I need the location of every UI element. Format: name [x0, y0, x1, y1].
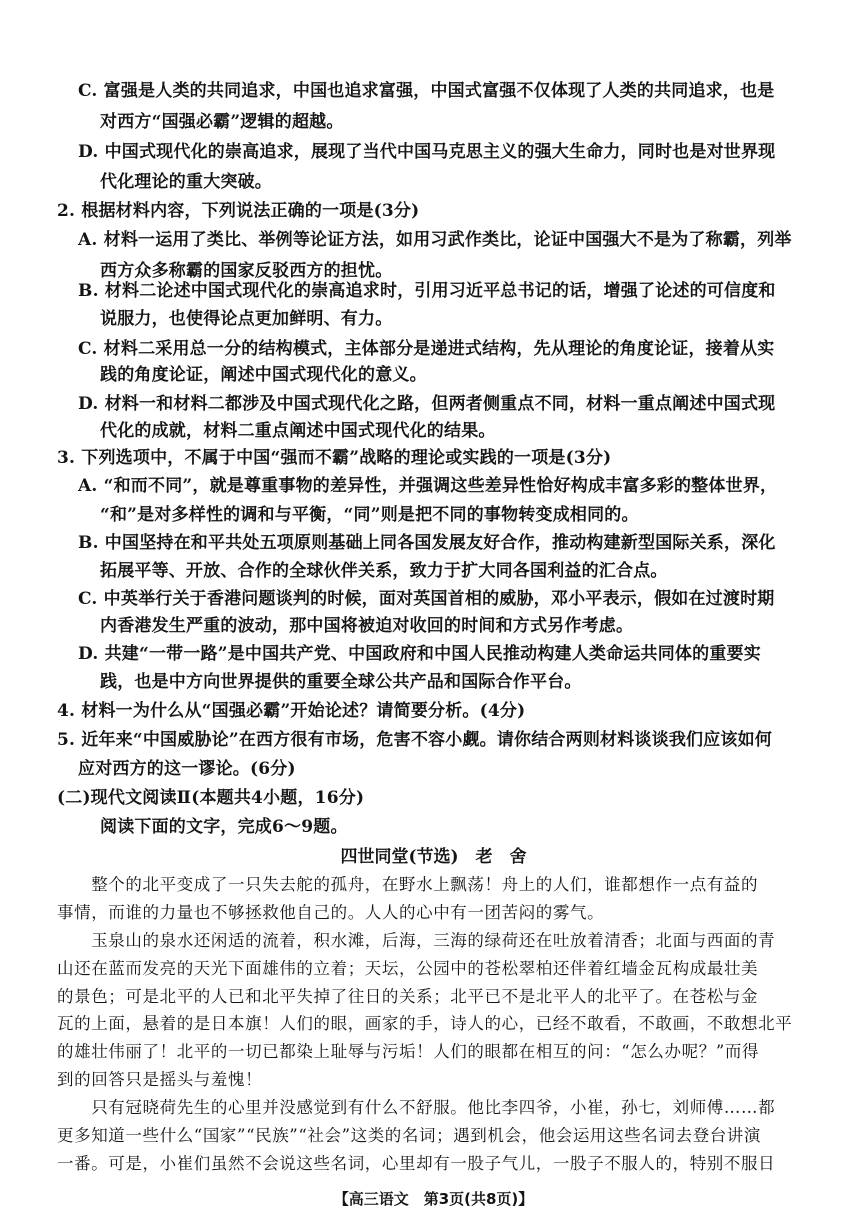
story-p2-line6: 到的回答只是摇头与羞愧！ [57, 1070, 263, 1089]
q1-option-d-line2: 代化理论的重大突破。 [100, 172, 272, 192]
story-p1-line2: 事情，而谁的力量也不够拯救他自己的。人人的心中有一团苦闷的雾气。 [57, 903, 605, 922]
q5-line1: 5. 近年来“中国威胁论”在西方很有市场，危害不容小觑。请你结合两则材料谈谈我们应该如何 [57, 730, 773, 750]
q1-option-c-line1: C. 富强是人类的共同追求，中国也追求富强，中国式富强不仅体现了人类的共同追求，也是 [78, 81, 775, 101]
q3-option-d-line1: D. 共建“一带一路”是中国共产党、中国政府和中国人民推动构建人类命运共同体的重要实 [78, 644, 761, 664]
q3-stem: 3. 下列选项中，不属于中国“强而不霸”战略的理论或实践的一项是(3分) [57, 448, 612, 468]
story-p3-line1: 只有冠晓荷先生的心里并没感觉到有什么不舒服。他比李四爷，小崔，孙七，刘师傅……都 [57, 1098, 776, 1117]
q2-option-d-line1: D. 材料一和材料二都涉及中国式现代化之路，但两者侧重点不同，材料一重点阐述中国式现 [78, 394, 776, 414]
q1-option-d-line1: D. 中国式现代化的崇高追求，展现了当代中国马克思主义的强大生命力，同时也是对世界现 [78, 142, 776, 162]
q2-option-c-line2: 践的角度论证，阐述中国式现代化的意义。 [100, 365, 427, 385]
q3-option-a-line2: “和”是对多样性的调和与平衡，“同”则是把不同的事物转变成相同的。 [100, 505, 639, 525]
q2-option-b-line1: B. 材料二论述中国式现代化的崇高追求时，引用习近平总书记的话，增强了论述的可信度和 [78, 281, 776, 301]
story-p2-line4: 瓦的上面，悬着的是日本旗！人们的眼，画家的手，诗人的心，已经不敢看，不敢画，不敢想北平 [57, 1014, 793, 1033]
story-p2-line3: 的景色；可是北平的人已和北平失掉了往日的关系；北平已不是北平人的北平了。在苍松与金 [57, 987, 759, 1006]
q1-option-c-line2: 对西方“国强必霸”逻辑的超越。 [100, 112, 344, 132]
q2-option-b-line2: 说服力，也使得论点更加鲜明、有力。 [100, 309, 393, 329]
q3-option-d-line2: 践，也是中方向世界提供的重要全球公共产品和国际合作平台。 [100, 672, 582, 692]
q3-option-a-line1: A. “和而不同”，就是尊重事物的差异性，并强调这些差异性恰好构成丰富多彩的整体世界， [78, 476, 778, 496]
section-heading: (二)现代文阅读Ⅱ(本题共4小题，16分) [57, 788, 365, 808]
q2-option-d-line2: 代化的成就，材料二重点阐述中国式现代化的结果。 [100, 421, 496, 441]
q2-option-a-line2: 西方众多称霸的国家反驳西方的担忧。 [100, 261, 393, 281]
story-p2-line5: 的雄壮伟丽了！北平的一切已都染上耻辱与污垢！人们的眼都在相互的问：“怎么办呢？”而得 [57, 1042, 760, 1061]
page-footer: 【高三语文 第3页(共8页)】 [333, 1190, 534, 1208]
story-p3-line3: 一番。可是，小崔们虽然不会说这些名词，心里却有一股子气儿，一股子不服人的，特别不服日 [57, 1154, 776, 1173]
q2-option-a-line1: A. 材料一运用了类比、举例等论证方法，如用习武作类比，论证中国强大不是为了称霸，列举 [78, 230, 792, 250]
story-p1-line1: 整个的北平变成了一只失去舵的孤舟，在野水上飘荡！舟上的人们，谁都想作一点有益的 [57, 875, 759, 894]
story-p2-line1: 玉泉山的泉水还闲适的流着，积水滩，后海，三海的绿荷还在吐放着清香；北面与西面的青 [57, 931, 776, 950]
q3-option-c-line2: 内香港发生严重的波动，那中国将被迫对收回的时间和方式另作考虑。 [100, 616, 634, 636]
story-p3-line2: 更多知道一些什么“国家”“民族”“社会”这类的名词；遇到机会，他会运用这些名词去登台讲演 [57, 1126, 762, 1145]
q2-option-c-line1: C. 材料二采用总一分的结构模式，主体部分是递进式结构，先从理论的角度论证，接着从实 [78, 339, 775, 359]
story-p2-line2: 山还在蓝而发亮的天光下面雄伟的立着；天坛，公园中的苍松翠柏还伴着红墙金瓦构成最壮美 [57, 959, 759, 978]
q3-option-b-line1: B. 中国坚持在和平共处五项原则基础上同各国发展友好合作，推动构建新型国际关系，深化 [78, 533, 776, 553]
q3-option-b-line2: 拓展平等、开放、合作的全球伙伴关系，致力于扩大同各国利益的汇合点。 [100, 561, 668, 581]
section-instruction: 阅读下面的文字，完成6～9题。 [100, 817, 348, 837]
q4-stem: 4. 材料一为什么从“国强必霸”开始论述？请简要分析。(4分) [57, 701, 526, 721]
q2-stem: 2. 根据材料内容，下列说法正确的一项是(3分) [57, 201, 420, 221]
q3-option-c-line1: C. 中英举行关于香港问题谈判的时候，面对英国首相的威胁，邓小平表示，假如在过渡时期 [78, 589, 775, 609]
q5-line2: 应对西方的这一谬论。(6分) [78, 759, 296, 779]
passage-title: 四世同堂(节选) 老 舍 [340, 847, 527, 867]
